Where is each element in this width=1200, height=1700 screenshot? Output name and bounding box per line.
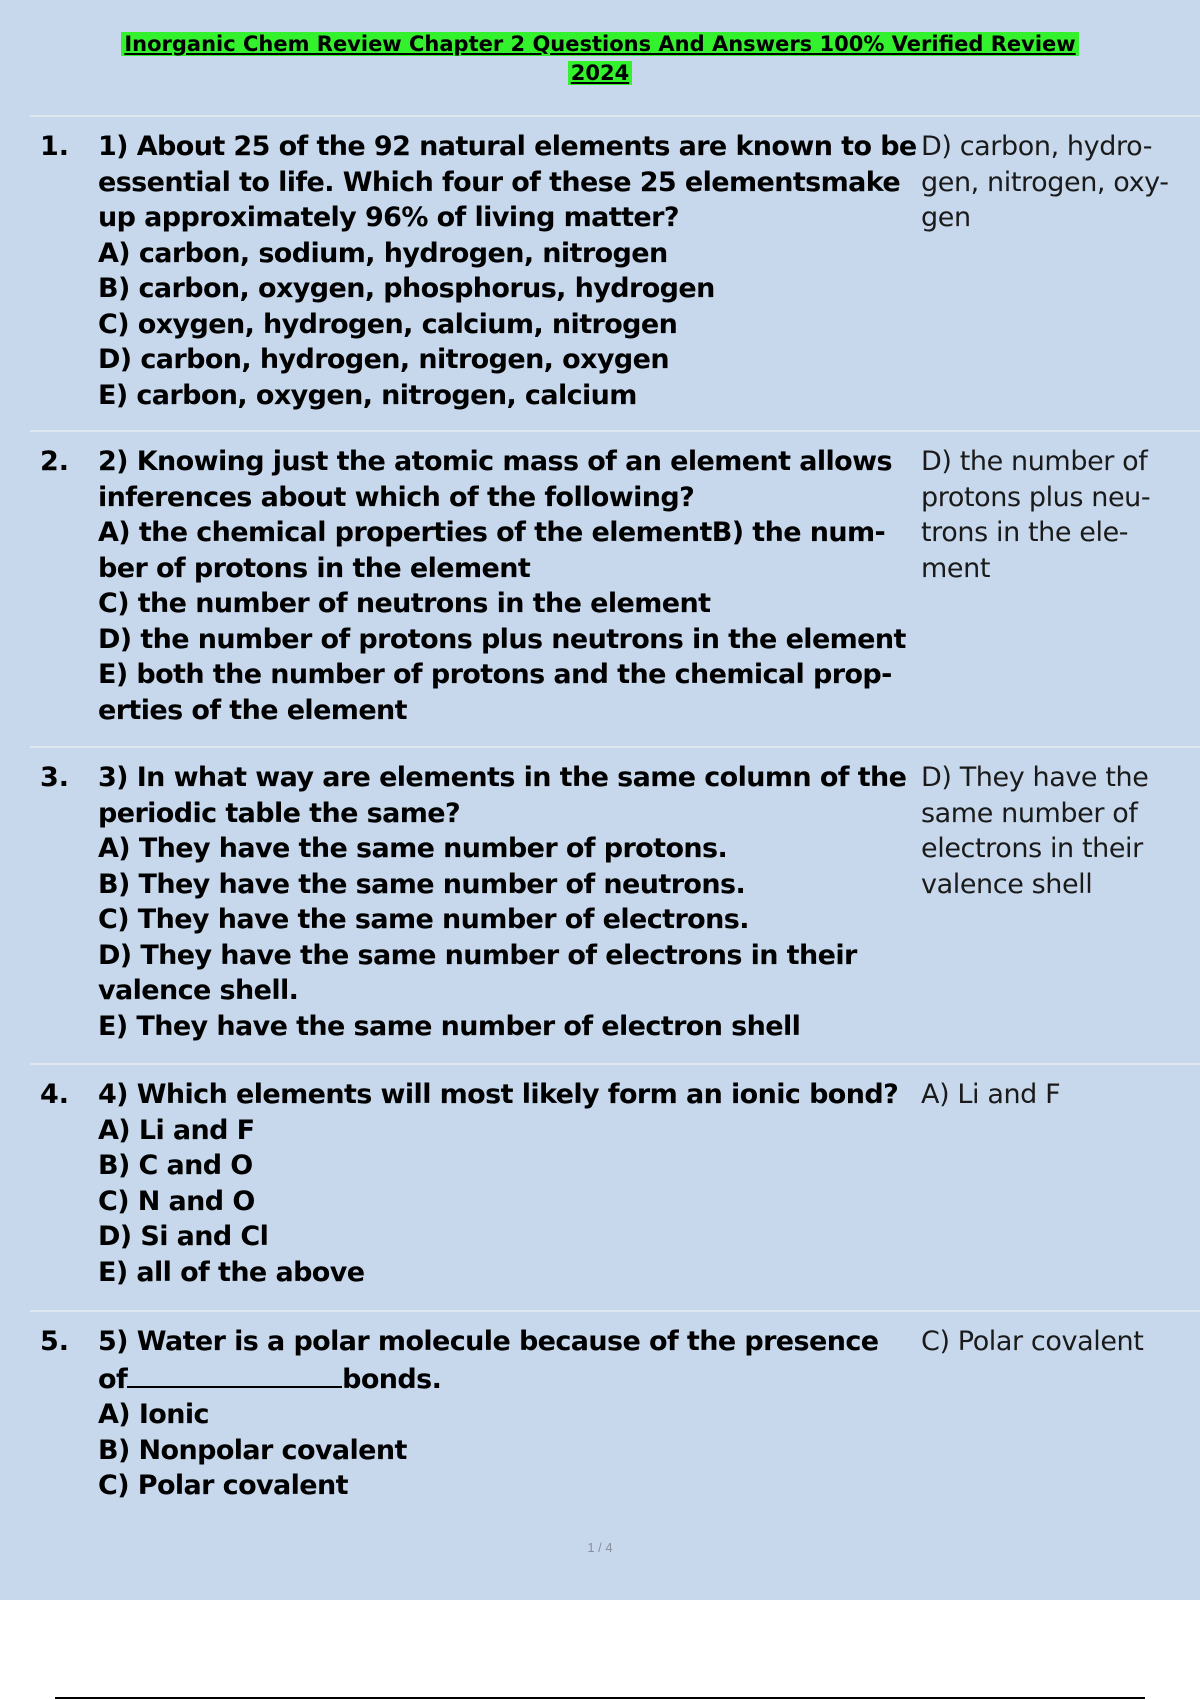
answer-text [921, 1077, 1181, 1113]
answer-text [921, 1324, 1181, 1360]
answer-line: gen, nitrogen, oxy- [921, 166, 1169, 198]
option-a: A) Ionic [98, 1399, 209, 1430]
title-line-1: Inorganic Chem Review Chapter 2 Questions And Answers 100% Verified Review [121, 32, 1078, 56]
option-a: A) carbon, sodium, hydrogen, nitrogen [98, 237, 668, 269]
question-number: 4. [40, 1079, 70, 1110]
answer-line: ment [921, 552, 991, 584]
option-c: C) Polar covalent [98, 1470, 348, 1501]
question-line: 1) About 25 of the 92 natural elements are known to be [98, 131, 917, 162]
answer-line: A) Li and F [921, 1079, 1061, 1110]
page-divider [55, 1697, 1145, 1699]
question-line: 5) Water is a polar molecule because of the presence [98, 1326, 879, 1357]
option-a: A) Li and F [98, 1114, 255, 1146]
question-line: inferences about which of the following? [98, 481, 695, 513]
question-number: 1. [40, 131, 70, 162]
option-a: A) They have the same number of protons. [98, 833, 728, 864]
option-b: B) They have the same number of neutrons. [98, 868, 746, 900]
option-b: B) C and O [98, 1150, 253, 1181]
option-a: A) the chemical properties of the elementB) the num- [98, 517, 886, 548]
answer-line: protons plus neu- [921, 481, 1151, 513]
option-e: E) carbon, oxygen, nitrogen, calcium [98, 379, 637, 411]
question-line: 3) In what way are elements in the same column of the [98, 762, 907, 793]
page-number: 1 / 4 [587, 1540, 613, 1555]
answer-line: D) the number of [921, 446, 1148, 477]
question-card-1 [30, 115, 1200, 432]
answer-text [921, 129, 1181, 236]
option-b: B) Nonpolar covalent [98, 1434, 407, 1466]
option-e: E) all of the above [98, 1256, 365, 1288]
question-line: 4) Which elements will most likely form an ionic bond? [98, 1079, 899, 1110]
option-e: E) They have the same number of electron shell [98, 1010, 801, 1042]
question-text [98, 760, 938, 1044]
option-e: E) both the number of protons and the chemical prop- [98, 659, 892, 690]
answer-line: trons in the ele- [921, 517, 1129, 548]
answer-text [921, 760, 1181, 902]
question-text [98, 129, 938, 413]
option-b: B) carbon, oxygen, phosphorus, hydrogen [98, 273, 715, 304]
question-line [98, 1360, 938, 1398]
question-text [98, 1324, 938, 1504]
question-fragment: of [98, 1363, 128, 1395]
option-c: C) oxygen, hydrogen, calcium, nitrogen [98, 308, 678, 340]
question-number: 3. [40, 762, 70, 793]
option-d: D) carbon, hydrogen, nitrogen, oxygen [98, 344, 669, 375]
answer-line: C) Polar covalent [921, 1326, 1144, 1357]
answer-line: same number of [921, 797, 1138, 829]
answer-text [921, 444, 1181, 586]
question-line: essential to life. Which four of these 25 elementsmake [98, 166, 901, 198]
question-card-5 [30, 1310, 1200, 1542]
question-card-4 [30, 1063, 1200, 1312]
option-c: C) They have the same number of electrons. [98, 904, 749, 935]
question-line: up approximately 96% of living matter? [98, 202, 679, 233]
option-d: D) Si and Cl [98, 1221, 269, 1252]
question-line: valence shell. [98, 975, 299, 1006]
question-number: 2. [40, 446, 70, 477]
question-line: erties of the element [98, 694, 407, 726]
answer-line: D) carbon, hydro- [921, 131, 1153, 162]
answer-line: valence shell [921, 868, 1093, 900]
question-fragment: bonds. [342, 1363, 442, 1395]
question-line: ber of protons in the element [98, 552, 531, 584]
option-c: C) N and O [98, 1185, 255, 1217]
question-text [98, 1077, 938, 1290]
option-c: C) the number of neutrons in the element [98, 588, 711, 619]
title-line-2: 2024 [568, 61, 632, 85]
question-line: periodic table the same? [98, 797, 461, 829]
answer-line: gen [921, 202, 971, 233]
option-d: D) They have the same number of electrons in their [98, 939, 857, 971]
fill-in-blank [127, 1360, 342, 1388]
document-title [0, 30, 1200, 88]
question-card-3 [30, 746, 1200, 1065]
answer-line: electrons in their [921, 833, 1143, 864]
question-card-2 [30, 430, 1200, 748]
question-number: 5. [40, 1326, 70, 1357]
question-line: 2) Knowing just the atomic mass of an element allows [98, 446, 892, 477]
question-text [98, 444, 938, 728]
option-d: D) the number of protons plus neutrons in the element [98, 623, 906, 655]
answer-line: D) They have the [921, 762, 1149, 793]
